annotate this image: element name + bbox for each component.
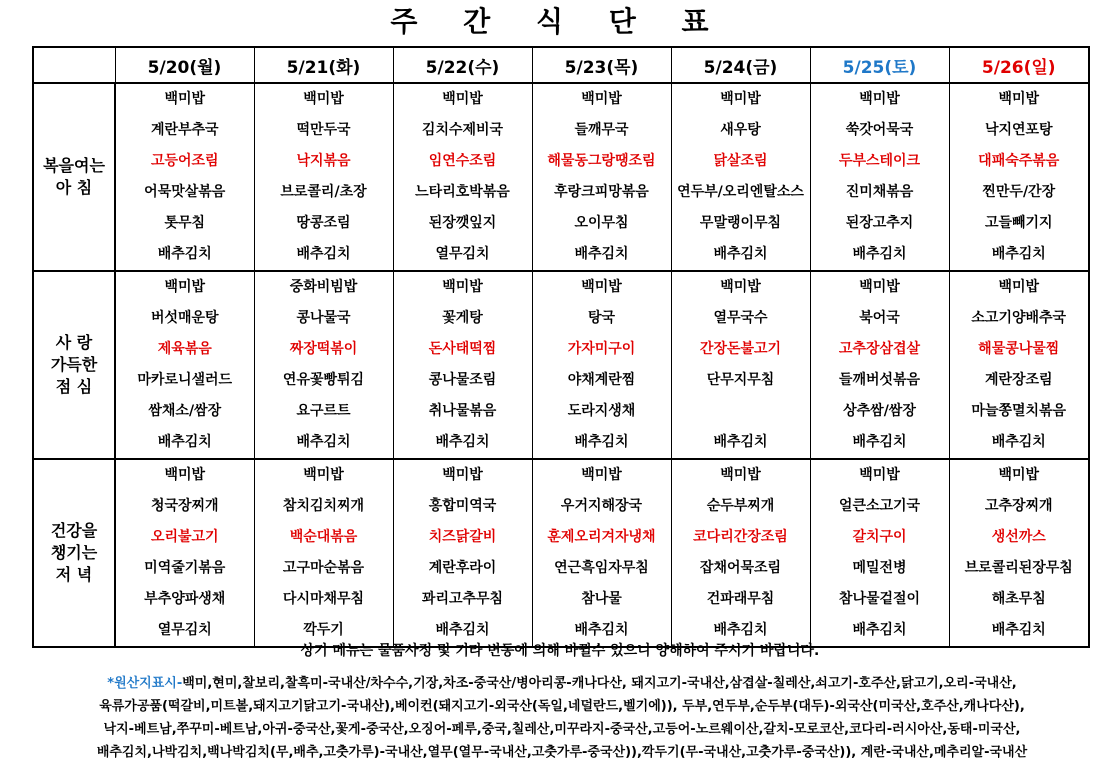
menu-cell: [671, 271, 810, 459]
menu-item: 톳무침: [164, 215, 206, 231]
menu-item: 쌈채소/쌈장: [148, 403, 222, 419]
menu-item: 백미밥: [998, 91, 1040, 107]
menu-item-main: 제육볶음: [157, 341, 212, 357]
menu-item: 배추김치: [296, 434, 351, 450]
day-header-sunday: 5/26(일): [949, 47, 1089, 83]
meal-label-line: 가득한: [50, 355, 98, 374]
menu-item-list: [394, 84, 532, 270]
menu-item-list: [255, 272, 393, 458]
menu-item: 연두부/오리엔탈소스: [677, 184, 804, 200]
menu-item: 고구마순볶음: [282, 560, 365, 576]
menu-item-list: [116, 84, 254, 270]
menu-item-main: 돈사태떡찜: [428, 341, 497, 357]
menu-item: 다시마채무침: [282, 591, 365, 607]
menu-item-main: 임연수조림: [428, 153, 497, 169]
origin-line-4: 배추김치,나박김치,백나박김치(무,배추,고춧가루)-국내산,열무(열무-국내산,고춧가루-중국산)),깍두기(무-국내산,고춧가루-중국산)), 계란-국내산,메추리알-국내산: [96, 745, 1028, 760]
menu-item: 백미밥: [859, 279, 900, 295]
menu-item: 미역줄기볶음: [144, 560, 226, 576]
menu-item: 배추김치: [991, 622, 1046, 638]
menu-item-main: 생선까스: [991, 529, 1046, 545]
menu-item: 요구르트: [296, 403, 351, 419]
menu-item: 잡채어묵조림: [699, 560, 782, 576]
menu-item: 참치김치찌개: [282, 498, 365, 514]
menu-cell: [393, 83, 532, 271]
menu-item: 메밀전병: [852, 560, 907, 576]
menu-item: [672, 396, 810, 427]
menu-item: 깍두기: [303, 622, 344, 638]
menu-item-list: [811, 272, 949, 458]
menu-item: 백미밥: [442, 91, 483, 107]
menu-item: 들깨버섯볶음: [838, 372, 921, 388]
menu-item: 탕국: [587, 310, 616, 326]
menu-item: 취나물볶음: [428, 403, 497, 419]
menu-cell: [393, 459, 532, 647]
origin-label: *원산지표시-: [107, 676, 183, 691]
origin-line-3: 낙지-베트남,쭈꾸미-베트남,아귀-중국산,꽃게-중국산,오징어-페루,중국,칠레산,미꾸라지-중국산,고등어-노르웨이산,갈치-모로코산,코다리-러시아산,동태-미국산,: [103, 722, 1021, 737]
menu-item: 참나물겉절이: [838, 591, 921, 607]
menu-item: 백미밥: [998, 467, 1040, 483]
menu-item-main: 낙지볶음: [296, 153, 351, 169]
origin-info: [22, 672, 1102, 764]
menu-cell: [115, 83, 254, 271]
day-header: 5/21(화): [254, 47, 393, 83]
menu-item: 백미밥: [442, 467, 483, 483]
menu-item-list: [255, 460, 393, 646]
menu-item-list: [950, 84, 1089, 270]
meal-label: [33, 459, 115, 647]
menu-item-main: 닭살조림: [713, 153, 768, 169]
menu-cell: [810, 83, 949, 271]
menu-item: 배추김치: [574, 622, 629, 638]
menu-item: 김치수제비국: [421, 122, 504, 138]
menu-cell: [532, 459, 671, 647]
menu-item-list: [950, 460, 1089, 646]
meal-label-line: 복을여는: [43, 156, 105, 175]
menu-item: 느타리호박볶음: [415, 184, 510, 200]
menu-cell: [671, 83, 810, 271]
menu-cell: [254, 459, 393, 647]
menu-item: 열무김치: [435, 246, 490, 262]
menu-item-list: [811, 460, 949, 646]
menu-item-main: 고등어조림: [150, 153, 219, 169]
menu-item: 마늘쫑멸치볶음: [971, 403, 1067, 419]
menu-item: 콩나물국: [296, 310, 351, 326]
menu-item-main: 대패숙주볶음: [978, 153, 1060, 169]
notice-text: 상기 메뉴는 물품사정 및 기타 변동에 의해 바뀔수 있으니 양해하여 주시기 바랍니다.: [300, 643, 820, 659]
menu-item: 땅콩조림: [296, 215, 351, 231]
menu-item: 북어국: [859, 310, 900, 326]
menu-cell: [949, 83, 1089, 271]
menu-cell: [532, 83, 671, 271]
menu-item: 열무국수: [713, 310, 768, 326]
menu-cell: [393, 271, 532, 459]
menu-item: 백미밥: [581, 91, 622, 107]
menu-item: 배추김치: [991, 246, 1046, 262]
menu-cell: [115, 271, 254, 459]
menu-cell: [810, 271, 949, 459]
menu-item: 순두부찌개: [706, 498, 775, 514]
menu-item-main: 해물콩나물찜: [978, 341, 1060, 357]
menu-item: 백미밥: [581, 279, 622, 295]
menu-item-list: [533, 272, 671, 458]
menu-item: 백미밥: [303, 91, 344, 107]
menu-item: 부추양파생채: [144, 591, 226, 607]
menu-item: 배추김치: [157, 434, 212, 450]
menu-item-main: 가자미구이: [567, 341, 636, 357]
menu-cell: [254, 83, 393, 271]
day-header: 5/24(금): [671, 47, 810, 83]
menu-item: 무말랭이무침: [699, 215, 782, 231]
menu-item: 배추김치: [435, 622, 490, 638]
menu-item-list: [950, 272, 1089, 458]
menu-item: 연유꽃빵튀김: [282, 372, 365, 388]
menu-item: 백미밥: [581, 467, 622, 483]
menu-item: 우거지해장국: [560, 498, 643, 514]
menu-item: 콩나물조림: [428, 372, 497, 388]
meal-label-line: 저 녁: [55, 565, 93, 584]
menu-item: 해초무침: [991, 591, 1046, 607]
menu-item-list: [811, 84, 949, 270]
menu-item-list: [672, 460, 810, 646]
header-row: [33, 47, 1089, 83]
menu-item: 찐만두/간장: [982, 184, 1056, 200]
menu-item-main: 두부스테이크: [838, 153, 921, 169]
menu-item: 떡만두국: [296, 122, 351, 138]
menu-item: 계란후라이: [428, 560, 497, 576]
menu-item: 연근흑임자무침: [554, 560, 649, 576]
menu-item: 단무지무침: [706, 372, 775, 388]
menu-item: 배추김치: [574, 434, 629, 450]
menu-item-main: 치즈닭갈비: [428, 529, 497, 545]
menu-item-main: 고추장삼겹살: [838, 341, 921, 357]
menu-item-main: 코다리간장조림: [693, 529, 788, 545]
menu-item: 백미밥: [998, 279, 1040, 295]
meal-label-line: 점 심: [55, 377, 93, 396]
menu-item-list: [255, 84, 393, 270]
menu-item: 배추김치: [435, 434, 490, 450]
menu-item-main: 훈제오리겨자냉채: [547, 529, 656, 545]
menu-item: 배추김치: [713, 622, 768, 638]
menu-item: 쑥갓어묵국: [845, 122, 914, 138]
menu-item: 진미채볶음: [845, 184, 914, 200]
menu-item: 어묵맛살볶음: [144, 184, 226, 200]
menu-item: 백미밥: [442, 279, 483, 295]
menu-item-main: 해물동그랑땡조림: [547, 153, 656, 169]
menu-item-main: 간장돈불고기: [699, 341, 782, 357]
menu-item-list: [533, 84, 671, 270]
day-header: 5/23(목): [532, 47, 671, 83]
menu-item-main: 백순대볶음: [289, 529, 358, 545]
menu-item: 백미밥: [303, 467, 344, 483]
menu-item: 얼큰소고기국: [838, 498, 921, 514]
menu-item: 된장깻잎지: [428, 215, 497, 231]
origin-line: [22, 672, 1102, 695]
menu-item-list: [672, 84, 810, 270]
menu-cell: [532, 271, 671, 459]
day-header: 5/22(수): [393, 47, 532, 83]
menu-item-list: [394, 460, 532, 646]
menu-item: 열무김치: [157, 622, 212, 638]
menu-item: 중화비빔밥: [289, 279, 358, 295]
menu-item: 백미밥: [859, 91, 900, 107]
menu-item: 백미밥: [164, 279, 206, 295]
menu-item: 낙지연포탕: [984, 122, 1053, 138]
menu-item: 꽈리고추무침: [421, 591, 504, 607]
menu-item: 새우탕: [720, 122, 761, 138]
day-header: 5/20(월): [115, 47, 254, 83]
menu-cell: [671, 459, 810, 647]
menu-item: 고추장찌개: [984, 498, 1053, 514]
menu-item-main: 오리불고기: [150, 529, 219, 545]
menu-item-main: 갈치구이: [852, 529, 907, 545]
menu-item: 배추김치: [713, 246, 768, 262]
menu-item-list: [394, 272, 532, 458]
origin-line-1: 백미,현미,찰보리,찰흑미-국내산/차수수,기장,차조-중국산/병아리콩-캐나다산, 돼지고기-국내산,삼겹살-칠레산,쇠고기-호주산,닭고기,오리-국내산,: [182, 676, 1017, 691]
menu-item: 홍합미역국: [428, 498, 497, 514]
menu-item: 오이무침: [574, 215, 629, 231]
header-corner: [33, 47, 115, 83]
menu-item: 백미밥: [720, 279, 761, 295]
menu-item-main: 짜장떡볶이: [289, 341, 358, 357]
menu-cell: [115, 459, 254, 647]
origin-line-2: 육류가공품(떡갈비,미트볼,돼지고기닭고기-국내산),베이컨(돼지고기-외국산(독일,네덜란드,벨기에)), 두부,연두부,순두부(대두)-외국산(미국산,호주산,캐나다산),: [99, 699, 1025, 714]
menu-item: 배추김치: [852, 434, 907, 450]
menu-item: 배추김치: [157, 246, 212, 262]
menu-item-list: [672, 272, 810, 458]
day-header-saturday: 5/25(토): [810, 47, 949, 83]
menu-item: 청국장찌개: [150, 498, 219, 514]
meal-label-line: 사 랑: [55, 333, 93, 352]
menu-cell: [254, 271, 393, 459]
menu-item: 백미밥: [164, 467, 206, 483]
meal-label: [33, 271, 115, 459]
menu-item: 후랑크피망볶음: [554, 184, 649, 200]
menu-item: 고들빼기지: [984, 215, 1053, 231]
menu-item: 된장고추지: [845, 215, 914, 231]
menu-item-list: [116, 272, 254, 458]
menu-cell: [810, 459, 949, 647]
menu-item: 계란부추국: [150, 122, 219, 138]
menu-item: 배추김치: [713, 434, 768, 450]
meal-label-line: 건강을: [50, 521, 98, 540]
menu-item: 백미밥: [720, 91, 761, 107]
meal-row: [33, 459, 1089, 647]
menu-item: 배추김치: [852, 622, 907, 638]
menu-item: 야채계란찜: [567, 372, 636, 388]
menu-item: 브로콜리/초장: [280, 184, 367, 200]
menu-item: 건파래무침: [706, 591, 775, 607]
menu-item: 꽃게탕: [442, 310, 483, 326]
menu-item: 소고기양배추국: [971, 310, 1067, 326]
menu-item: 배추김치: [296, 246, 351, 262]
menu-item: 배추김치: [991, 434, 1046, 450]
menu-item: 배추김치: [574, 246, 629, 262]
menu-item: 참나물: [581, 591, 622, 607]
meal-label-line: 아 침: [55, 178, 93, 197]
menu-item-list: [533, 460, 671, 646]
menu-item: 배추김치: [852, 246, 907, 262]
menu-item-list: [116, 460, 254, 646]
menu-item: 들깨무국: [574, 122, 629, 138]
menu-item: 상추쌈/쌈장: [843, 403, 916, 419]
menu-item: 백미밥: [859, 467, 900, 483]
menu-cell: [949, 271, 1089, 459]
menu-item: 브로콜리된장무침: [964, 560, 1073, 576]
menu-cell: [949, 459, 1089, 647]
menu-item: 계란장조림: [984, 372, 1053, 388]
menu-item: 마카로니샐러드: [137, 372, 233, 388]
menu-item: 백미밥: [720, 467, 761, 483]
page-title: 주 간 식 단 표: [390, 5, 727, 38]
menu-item: 도라지생채: [567, 403, 636, 419]
menu-item: 백미밥: [164, 91, 206, 107]
meal-label-line: 챙기는: [50, 543, 98, 562]
meal-row: [33, 83, 1089, 271]
meal-label: [33, 83, 115, 271]
meal-row: [33, 271, 1089, 459]
weekly-menu-table: [32, 46, 1090, 648]
menu-item: 버섯매운탕: [150, 310, 219, 326]
